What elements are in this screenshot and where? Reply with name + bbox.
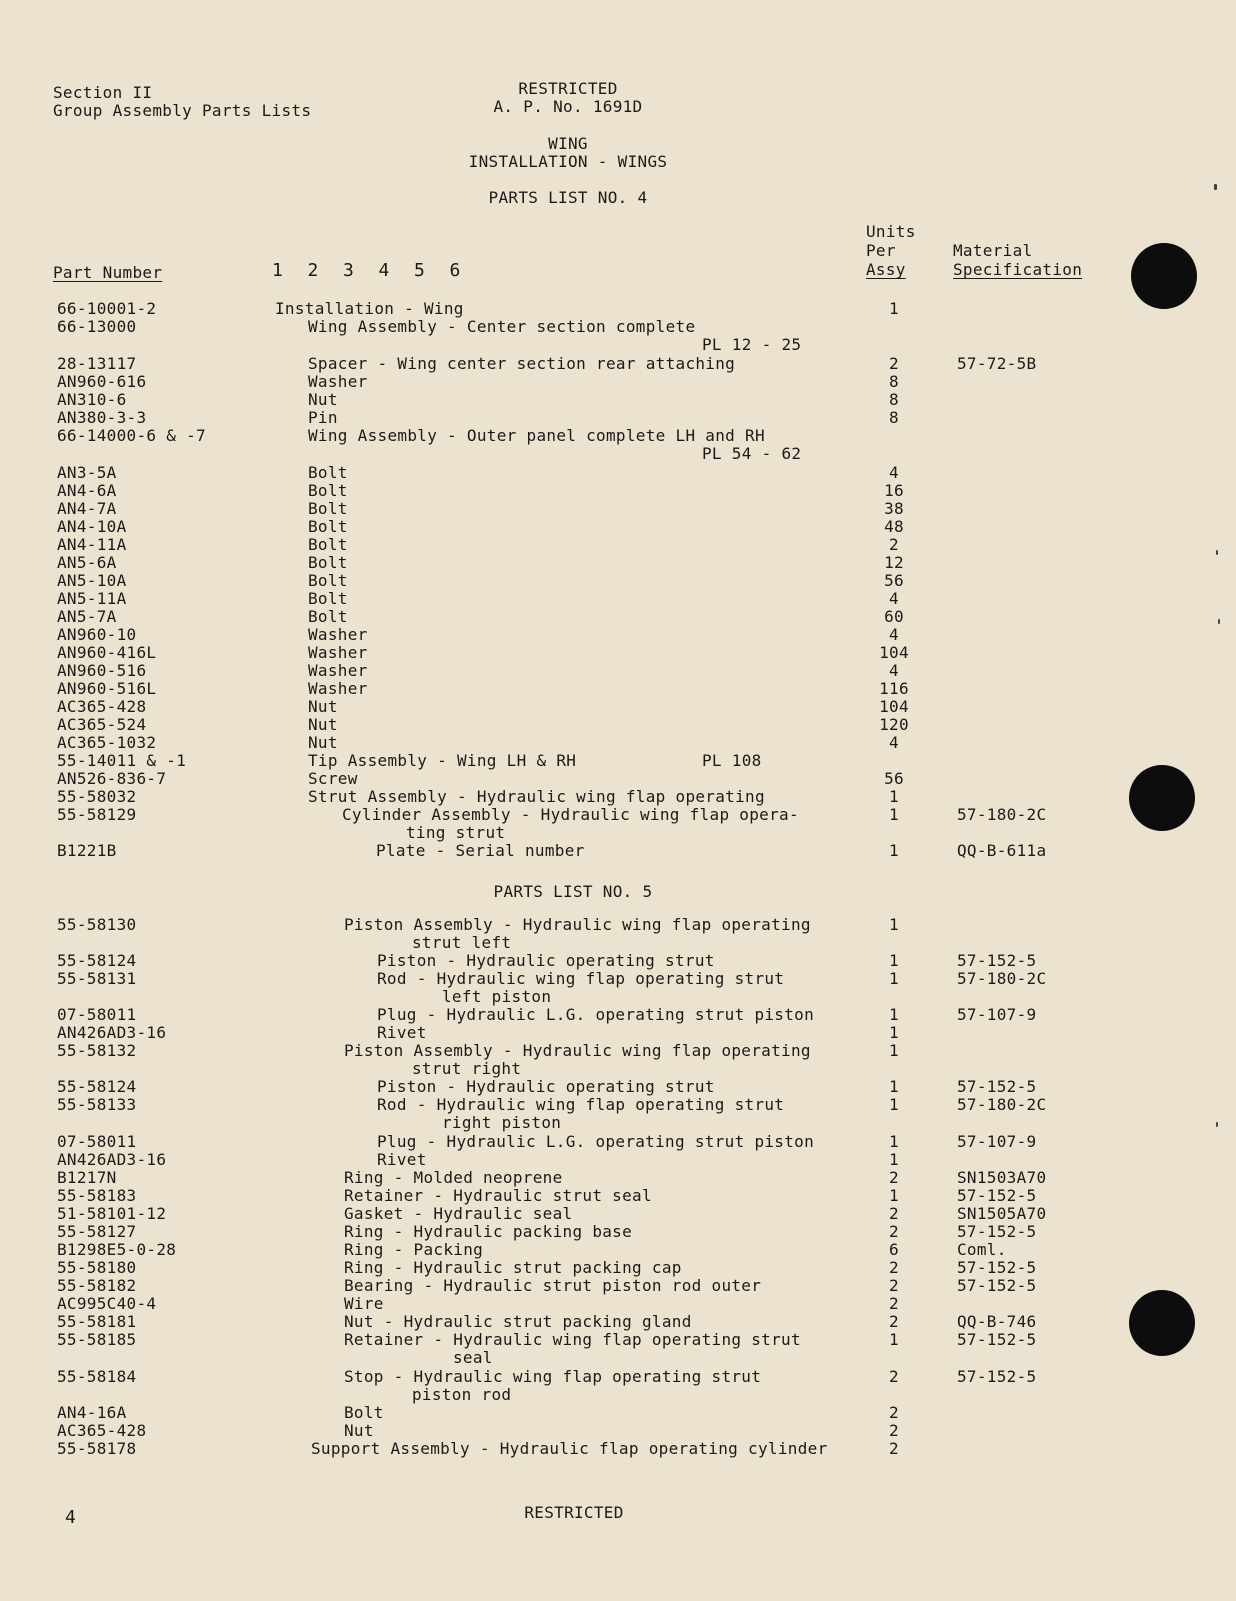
group-label: Group Assembly Parts Lists	[53, 101, 312, 120]
part-number: AC365-428	[57, 1421, 147, 1440]
part-description: Bolt	[308, 481, 348, 500]
units-per-assy: 4	[889, 661, 899, 680]
part-number: AC365-428	[57, 697, 147, 716]
binder-hole-middle	[1129, 765, 1195, 831]
part-number: 66-10001-2	[57, 299, 157, 318]
speck	[1214, 184, 1217, 190]
units-per-assy: 38	[884, 499, 904, 518]
units-per-assy: 2	[889, 1258, 899, 1277]
units-per-assy: 8	[889, 408, 899, 427]
column-indent-levels: 1 2 3 4 5 6	[272, 260, 462, 281]
part-number: AN960-416L	[57, 643, 157, 662]
part-description: Stop - Hydraulic wing flap operating strut	[344, 1367, 762, 1386]
units-per-assy: 1	[889, 1077, 899, 1096]
part-description: Plate - Serial number	[376, 841, 585, 860]
part-number: AN5-6A	[57, 553, 117, 572]
units-per-assy: 1	[889, 805, 899, 824]
part-description: Rod - Hydraulic wing flap operating strut	[377, 1095, 785, 1114]
part-number: AN960-516	[57, 661, 147, 680]
part-number: 66-14000-6 & -7	[57, 426, 206, 445]
units-per-assy: 2	[889, 1367, 899, 1386]
units-per-assy: 1	[889, 1186, 899, 1205]
column-part-number: Part Number	[53, 263, 163, 282]
material-specification: 57-180-2C	[957, 1095, 1047, 1114]
part-description: Washer	[308, 643, 368, 662]
part-description: Gasket - Hydraulic seal	[344, 1204, 573, 1223]
part-description: Wire	[344, 1294, 384, 1313]
part-description: Retainer - Hydraulic wing flap operating strut	[344, 1330, 801, 1349]
section-label: Section II	[53, 83, 153, 102]
part-description: Piston - Hydraulic operating strut	[377, 951, 715, 970]
material-specification: QQ-B-746	[957, 1312, 1037, 1331]
material-specification: 57-152-5	[957, 1077, 1037, 1096]
column-units-3: Assy	[866, 260, 906, 279]
units-per-assy: 12	[884, 553, 904, 572]
binder-hole-top	[1131, 243, 1197, 309]
units-per-assy: 1	[889, 1041, 899, 1060]
part-description: Pin	[308, 408, 338, 427]
units-per-assy: 56	[884, 571, 904, 590]
part-number: AN426AD3-16	[57, 1023, 167, 1042]
part-number: 07-58011	[57, 1005, 137, 1024]
part-description: Bolt	[308, 589, 348, 608]
units-per-assy: 1	[889, 1132, 899, 1151]
part-number: 55-58183	[57, 1186, 137, 1205]
units-per-assy: 8	[889, 372, 899, 391]
material-specification: 57-152-5	[957, 1186, 1037, 1205]
units-per-assy: 116	[879, 679, 909, 698]
part-number: AN4-6A	[57, 481, 117, 500]
part-description: strut right	[412, 1059, 522, 1078]
part-description: Washer	[308, 679, 368, 698]
part-number: AN310-6	[57, 390, 127, 409]
units-per-assy: 2	[889, 1421, 899, 1440]
speck	[1216, 550, 1218, 555]
part-description: Bolt	[308, 517, 348, 536]
part-description: Wing Assembly - Outer panel complete LH and RH	[308, 426, 765, 445]
units-per-assy: 8	[889, 390, 899, 409]
part-description: PL 54 - 62	[702, 444, 802, 463]
units-per-assy: 1	[889, 1095, 899, 1114]
material-specification: SN1503A70	[957, 1168, 1047, 1187]
material-specification: 57-180-2C	[957, 805, 1047, 824]
part-description: Bolt	[308, 553, 348, 572]
material-specification: 57-152-5	[957, 1276, 1037, 1295]
units-per-assy: 1	[889, 787, 899, 806]
material-specification: 57-152-5	[957, 1367, 1037, 1386]
material-specification: 57-152-5	[957, 1222, 1037, 1241]
restricted-header: RESTRICTED	[518, 79, 618, 98]
part-description: Nut	[308, 715, 338, 734]
part-number: AN426AD3-16	[57, 1150, 167, 1169]
units-per-assy: 1	[889, 1150, 899, 1169]
units-per-assy: 1	[889, 841, 899, 860]
part-description: Wing Assembly - Center section complete	[308, 317, 696, 336]
part-description: Rivet	[377, 1150, 427, 1169]
units-per-assy: 104	[879, 643, 909, 662]
part-description: piston rod	[412, 1385, 512, 1404]
material-specification: 57-107-9	[957, 1132, 1037, 1151]
part-description: PL 12 - 25	[702, 335, 802, 354]
material-specification: QQ-B-611a	[957, 841, 1047, 860]
part-description: Nut	[308, 733, 338, 752]
units-per-assy: 2	[889, 1276, 899, 1295]
part-number: B1217N	[57, 1168, 117, 1187]
part-description: Washer	[308, 661, 368, 680]
part-description: Support Assembly - Hydraulic flap operating cylinder	[311, 1439, 828, 1458]
part-description: Strut Assembly - Hydraulic wing flap operating	[308, 787, 765, 806]
part-number: 55-58180	[57, 1258, 137, 1277]
part-number: 66-13000	[57, 317, 137, 336]
part-number: 55-58184	[57, 1367, 137, 1386]
part-number: 55-58178	[57, 1439, 137, 1458]
part-number: AN4-16A	[57, 1403, 127, 1422]
wing-title: WING	[548, 134, 588, 153]
part-number: AN3-5A	[57, 463, 117, 482]
part-description: Bearing - Hydraulic strut piston rod outer	[344, 1276, 762, 1295]
part-description: Piston Assembly - Hydraulic wing flap operating	[344, 1041, 811, 1060]
ap-number: A. P. No. 1691D	[493, 97, 643, 116]
material-specification: 57-107-9	[957, 1005, 1037, 1024]
part-description: Retainer - Hydraulic strut seal	[344, 1186, 652, 1205]
part-description: Nut	[308, 697, 338, 716]
installation-title: INSTALLATION - WINGS	[468, 152, 668, 171]
part-description: Nut	[308, 390, 338, 409]
units-per-assy: 2	[889, 1222, 899, 1241]
part-description: Bolt	[308, 499, 348, 518]
part-number: 55-58124	[57, 1077, 137, 1096]
part-number: 55-58129	[57, 805, 137, 824]
part-description: Bolt	[308, 463, 348, 482]
units-per-assy: 56	[884, 769, 904, 788]
part-description: Bolt	[308, 607, 348, 626]
part-description: ting strut	[406, 823, 506, 842]
units-per-assy: 1	[889, 1005, 899, 1024]
part-number: AN960-516L	[57, 679, 157, 698]
part-description: Installation - Wing	[275, 299, 464, 318]
part-description: Piston Assembly - Hydraulic wing flap operating	[344, 915, 811, 934]
units-per-assy: 1	[889, 1023, 899, 1042]
units-per-assy: 4	[889, 589, 899, 608]
units-per-assy: 2	[889, 1439, 899, 1458]
units-per-assy: 120	[879, 715, 909, 734]
part-number: 55-58185	[57, 1330, 137, 1349]
part-description: Ring - Molded neoprene	[344, 1168, 563, 1187]
part-number: 07-58011	[57, 1132, 137, 1151]
column-material: Material	[953, 241, 1033, 260]
part-description: Tip Assembly - Wing LH & RH	[308, 751, 577, 770]
material-specification: 57-72-5B	[957, 354, 1037, 373]
part-description: Bolt	[308, 571, 348, 590]
part-description: Plug - Hydraulic L.G. operating strut piston	[377, 1005, 815, 1024]
part-number: AC995C40-4	[57, 1294, 157, 1313]
part-number: 55-58182	[57, 1276, 137, 1295]
units-per-assy: 1	[889, 915, 899, 934]
part-description: Spacer - Wing center section rear attaching	[308, 354, 736, 373]
speck	[1216, 1122, 1218, 1127]
part-number: AN526-836-7	[57, 769, 167, 788]
material-specification: 57-180-2C	[957, 969, 1047, 988]
parts-list-reference: PL 108	[702, 751, 762, 770]
part-number: 55-58133	[57, 1095, 137, 1114]
part-number: AN4-7A	[57, 499, 117, 518]
part-number: 55-58124	[57, 951, 137, 970]
units-per-assy: 48	[884, 517, 904, 536]
units-per-assy: 2	[889, 1204, 899, 1223]
speck	[1218, 619, 1220, 624]
restricted-footer: RESTRICTED	[524, 1503, 624, 1522]
part-description: Washer	[308, 372, 368, 391]
part-description: Piston - Hydraulic operating strut	[377, 1077, 715, 1096]
units-per-assy: 1	[889, 951, 899, 970]
units-per-assy: 2	[889, 354, 899, 373]
units-per-assy: 1	[889, 1330, 899, 1349]
part-number: 51-58101-12	[57, 1204, 167, 1223]
part-description: strut left	[412, 933, 512, 952]
units-per-assy: 2	[889, 535, 899, 554]
units-per-assy: 4	[889, 625, 899, 644]
part-number: 55-58032	[57, 787, 137, 806]
part-number: 55-58181	[57, 1312, 137, 1331]
part-number: AC365-1032	[57, 733, 157, 752]
part-description: Bolt	[308, 535, 348, 554]
units-per-assy: 16	[884, 481, 904, 500]
part-number: AN5-7A	[57, 607, 117, 626]
part-number: AN960-616	[57, 372, 147, 391]
units-per-assy: 1	[889, 299, 899, 318]
part-number: AN380-3-3	[57, 408, 147, 427]
units-per-assy: 1	[889, 969, 899, 988]
column-units-1: Units	[866, 222, 916, 241]
units-per-assy: 2	[889, 1312, 899, 1331]
material-specification: 57-152-5	[957, 1330, 1037, 1349]
part-description: Ring - Hydraulic strut packing cap	[344, 1258, 682, 1277]
units-per-assy: 2	[889, 1403, 899, 1422]
units-per-assy: 4	[889, 463, 899, 482]
part-description: right piston	[442, 1113, 562, 1132]
part-number: B1298E5-0-28	[57, 1240, 177, 1259]
part-number: AN4-11A	[57, 535, 127, 554]
part-number: 55-14011 & -1	[57, 751, 187, 770]
units-per-assy: 2	[889, 1168, 899, 1187]
units-per-assy: 60	[884, 607, 904, 626]
part-number: 28-13117	[57, 354, 137, 373]
material-specification: 57-152-5	[957, 1258, 1037, 1277]
part-number: 55-58127	[57, 1222, 137, 1241]
binder-hole-bottom	[1129, 1290, 1195, 1356]
units-per-assy: 104	[879, 697, 909, 716]
page-number: 4	[65, 1507, 77, 1528]
part-description: Nut - Hydraulic strut packing gland	[344, 1312, 692, 1331]
part-description: Bolt	[344, 1403, 384, 1422]
part-description: Ring - Packing	[344, 1240, 484, 1259]
material-specification: SN1505A70	[957, 1204, 1047, 1223]
part-number: 55-58132	[57, 1041, 137, 1060]
part-number: AC365-524	[57, 715, 147, 734]
part-description: Cylinder Assembly - Hydraulic wing flap opera-	[342, 805, 799, 824]
material-specification: Coml.	[957, 1240, 1007, 1259]
part-number: 55-58130	[57, 915, 137, 934]
part-description: seal	[453, 1348, 493, 1367]
column-units-2: Per	[866, 241, 896, 260]
part-description: Nut	[344, 1421, 374, 1440]
part-description: Screw	[308, 769, 358, 788]
part-number: 55-58131	[57, 969, 137, 988]
part-number: AN5-10A	[57, 571, 127, 590]
part-number: AN960-10	[57, 625, 137, 644]
part-description: Washer	[308, 625, 368, 644]
units-per-assy: 6	[889, 1240, 899, 1259]
parts-list-5-title: PARTS LIST NO. 5	[493, 882, 653, 901]
column-specification: Specification	[953, 260, 1083, 279]
units-per-assy: 4	[889, 733, 899, 752]
units-per-assy: 2	[889, 1294, 899, 1313]
part-description: Rod - Hydraulic wing flap operating strut	[377, 969, 785, 988]
part-number: AN4-10A	[57, 517, 127, 536]
parts-list-4-title: PARTS LIST NO. 4	[488, 188, 648, 207]
part-number: B1221B	[57, 841, 117, 860]
material-specification: 57-152-5	[957, 951, 1037, 970]
part-description: Plug - Hydraulic L.G. operating strut piston	[377, 1132, 815, 1151]
part-description: Rivet	[377, 1023, 427, 1042]
part-description: Ring - Hydraulic packing base	[344, 1222, 633, 1241]
part-number: AN5-11A	[57, 589, 127, 608]
part-description: left piston	[442, 987, 552, 1006]
